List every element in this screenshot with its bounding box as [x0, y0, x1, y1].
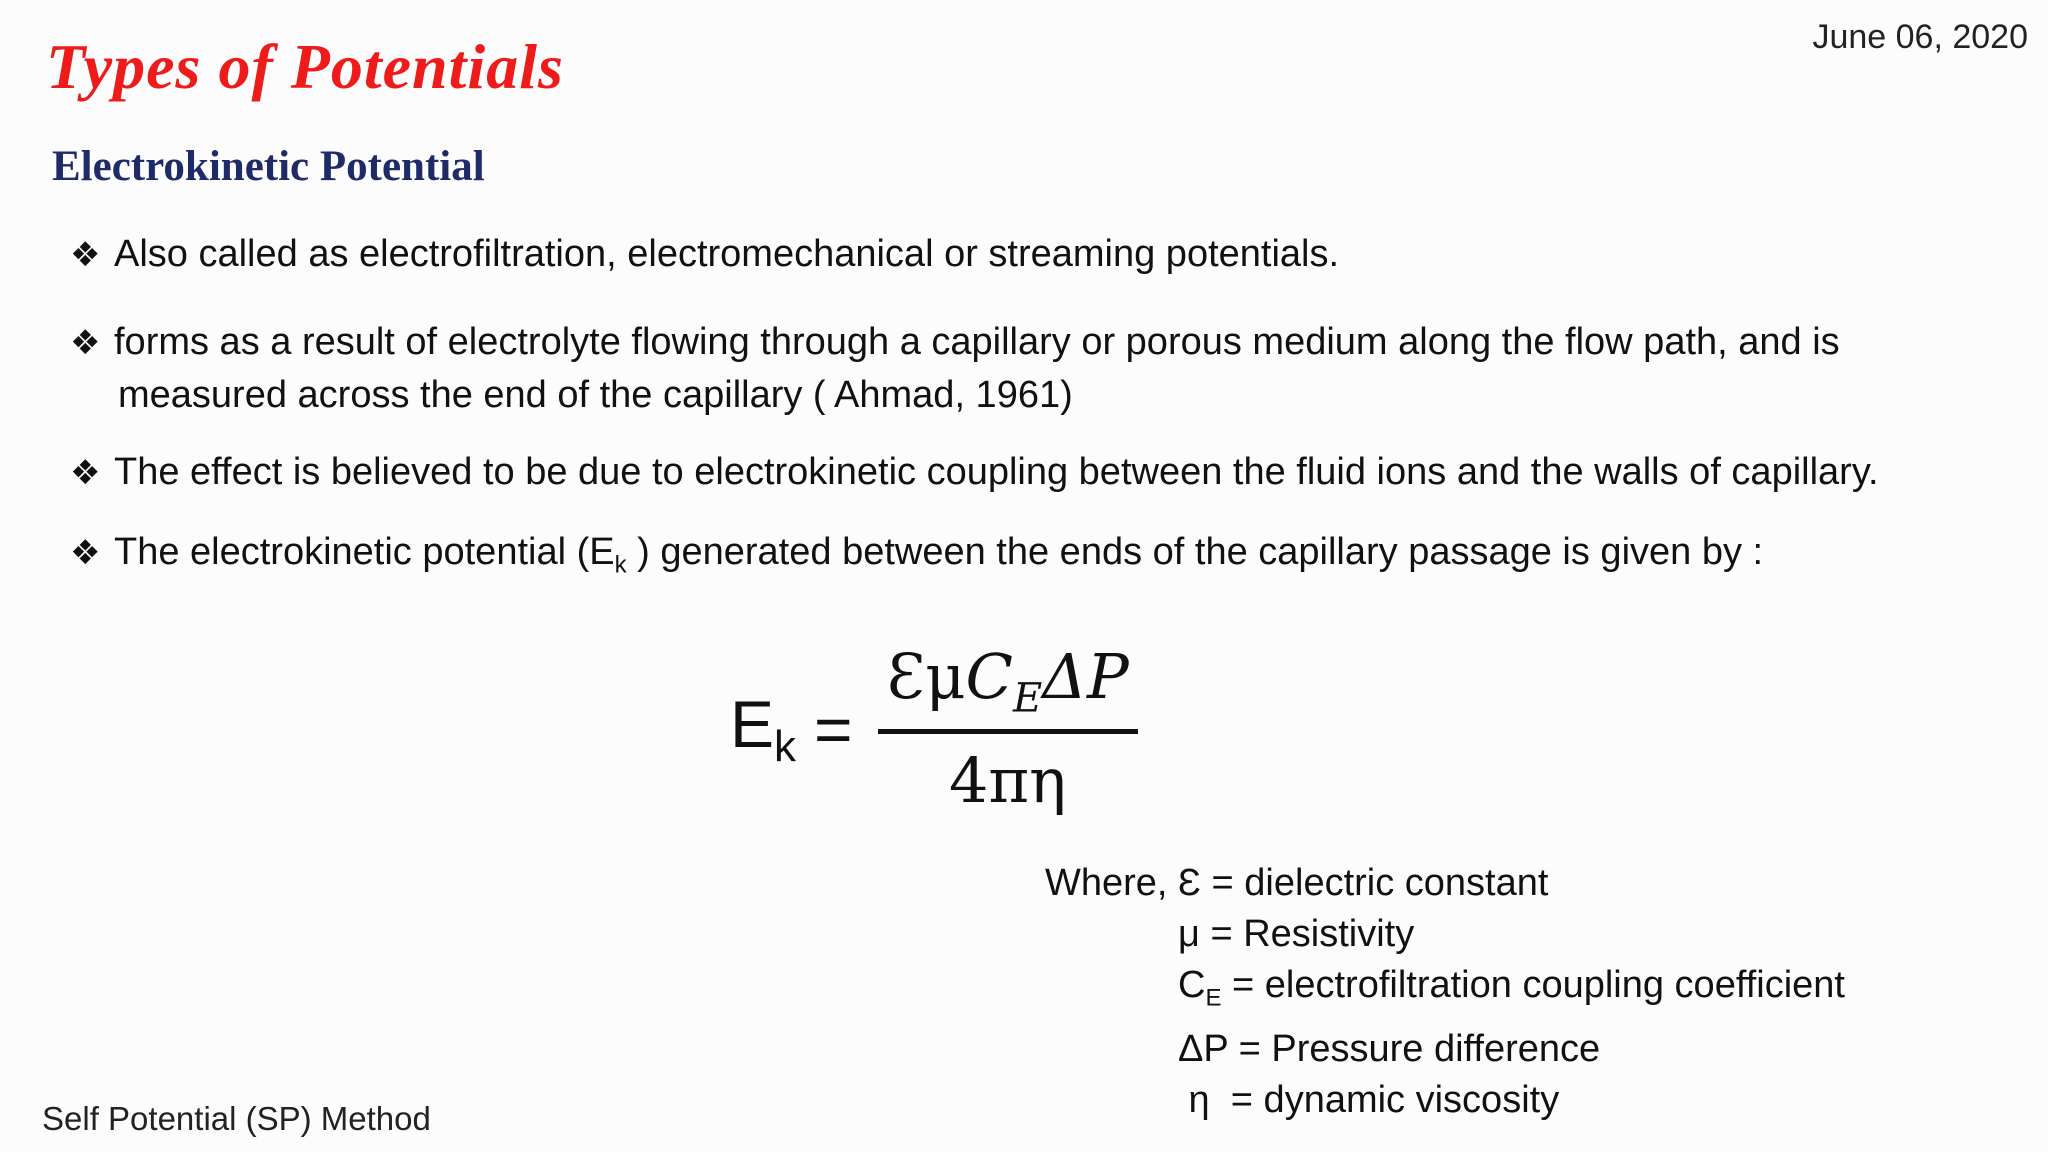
definition-ce-symbol: C	[1178, 964, 1206, 1006]
formula-fraction	[871, 640, 1145, 817]
definition-ce-subscript: E	[1205, 984, 1222, 1012]
definition-ce	[1045, 960, 1845, 1024]
diamond-bullet-icon: ❖	[70, 236, 101, 274]
formula-lhs-subscript: k	[774, 721, 797, 771]
diamond-bullet-icon: ❖	[70, 534, 101, 572]
bullet-4-subscript: k	[614, 551, 627, 579]
slide-footer: Self Potential (SP) Method	[42, 1100, 431, 1137]
bullet-3-text: The effect is believed to be due to electrokinetic coupling between the fluid ions and the walls of capillary.	[114, 451, 1879, 493]
slide-date: June 06, 2020	[1812, 18, 2028, 56]
formula-lhs-symbol: E	[730, 686, 775, 761]
formula-numerator	[871, 640, 1145, 721]
numerator-c: C	[965, 640, 1013, 713]
definition-ce-text: = electrofiltration coupling coefficient	[1221, 964, 1845, 1006]
numerator-subscript: E	[1012, 675, 1043, 722]
slide-subtitle: Electrokinetic Potential	[52, 143, 485, 190]
bullet-2-text-line1: forms as a result of electrolyte flowing through a capillary or porous medium along the flow path, and is	[114, 321, 1840, 363]
bullet-4-text-pre: The electrokinetic potential (E	[114, 531, 615, 573]
bullet-1-text: Also called as electrofiltration, electromechanical or streaming potentials.	[114, 233, 1340, 275]
bullet-4-text-post: ) generated between the ends of the capillary passage is given by :	[626, 531, 1764, 573]
slide-title: Types of Potentials	[46, 31, 564, 102]
bullet-4	[70, 526, 1763, 592]
electrokinetic-formula	[730, 640, 1145, 817]
definition-eta: η = dynamic viscosity	[1178, 1078, 1560, 1121]
numerator-delta-p: ΔP	[1042, 640, 1129, 713]
variable-definitions	[1045, 858, 1845, 1126]
bullet-2-text-line2: measured across the end of the capillary ( Ahmad, 1961)	[118, 374, 1073, 416]
definition-mu: μ = Resistivity	[1178, 913, 1415, 955]
numerator-greek: Ɛμ	[886, 640, 966, 713]
bullet-3	[70, 446, 1879, 499]
bullet-2	[70, 316, 1840, 421]
definition-delta-p: ΔP = Pressure difference	[1178, 1027, 1601, 1070]
formula-denominator: 4πη	[948, 744, 1067, 818]
bullet-1	[70, 228, 1339, 281]
fraction-bar	[878, 729, 1138, 734]
formula-lhs	[730, 686, 796, 772]
definition-epsilon: Where, Ɛ = dielectric constant	[1045, 862, 1549, 904]
diamond-bullet-icon: ❖	[70, 454, 101, 492]
formula-equals-sign: =	[814, 691, 853, 766]
diamond-bullet-icon: ❖	[70, 324, 101, 362]
